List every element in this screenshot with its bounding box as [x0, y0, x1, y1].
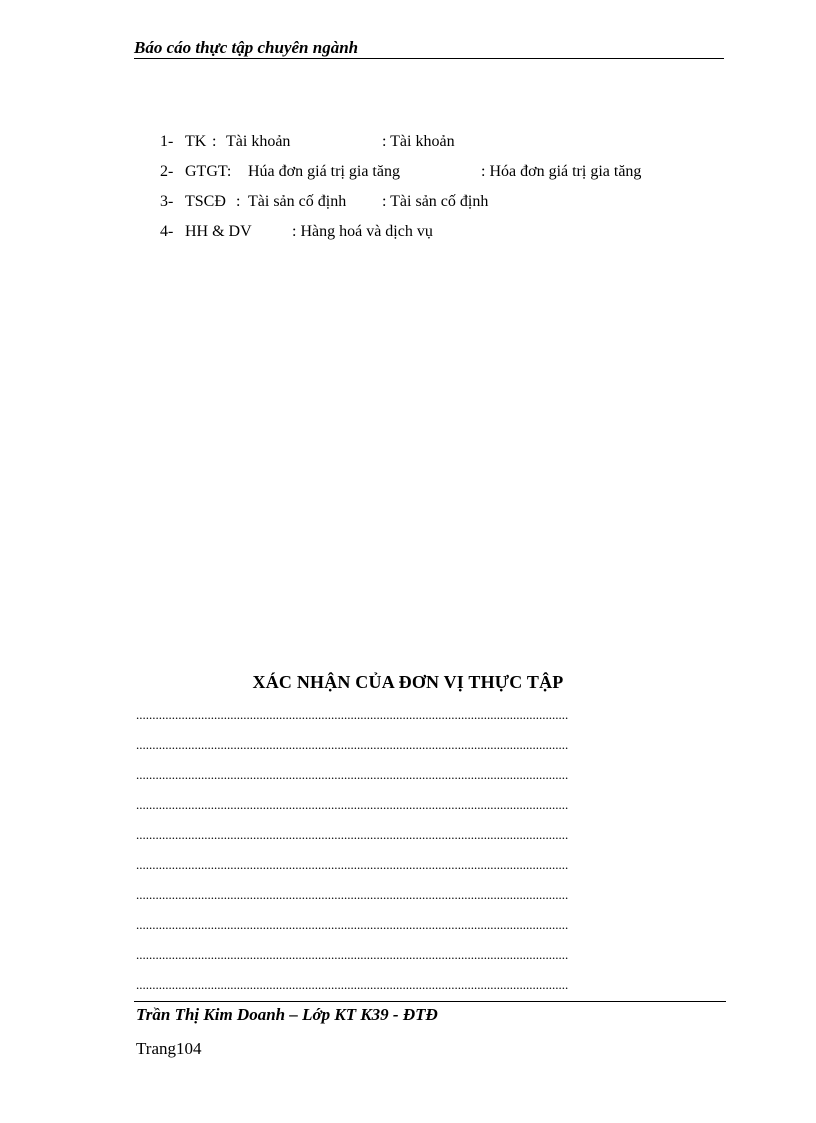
item-number: 4- [160, 223, 174, 240]
item-separator: : [212, 133, 217, 150]
item-meaning: : Tài sản cố định [382, 193, 489, 210]
dotted-line: ..................................................................................................................................... [136, 947, 569, 962]
item-term: TK [185, 133, 207, 150]
footer-divider [134, 1001, 726, 1002]
dotted-line: ..................................................................................................................................... [136, 827, 569, 842]
item-number: 3- [160, 193, 174, 210]
header-title: Báo cáo thực tập chuyên ngành [134, 38, 359, 57]
page-number: Trang104 [136, 1039, 202, 1058]
item-definition: Tài khoản [226, 133, 291, 150]
item-meaning: : Hóa đơn giá trị gia tăng [481, 163, 642, 180]
item-term: GTGT: [185, 163, 232, 180]
item-separator: : [236, 193, 241, 210]
page-header [134, 38, 724, 59]
dotted-line: ..................................................................................................................................... [136, 797, 569, 812]
dotted-line: ..................................................................................................................................... [136, 917, 569, 932]
confirmation-lines [136, 703, 708, 1003]
item-meaning: : Hàng hoá và dịch vụ [292, 223, 433, 240]
dotted-line: ..................................................................................................................................... [136, 887, 569, 902]
item-term: TSCĐ [185, 193, 226, 210]
dotted-line: ..................................................................................................................................... [136, 857, 569, 872]
confirmation-title: XÁC NHẬN CỦA ĐƠN VỊ THỰC TẬP [252, 672, 564, 692]
dotted-line: ..................................................................................................................................... [136, 767, 569, 782]
dotted-line: ..................................................................................................................................... [136, 977, 569, 992]
item-definition: Húa đơn giá trị gia tăng [248, 163, 400, 180]
item-number: 1- [160, 133, 174, 150]
item-term: HH & DV [185, 223, 252, 240]
footer-author: Trần Thị Kim Doanh – Lớp KT K39 - ĐTĐ [136, 1005, 438, 1024]
dotted-line: ..................................................................................................................................... [136, 707, 569, 722]
dotted-line: ..................................................................................................................................... [136, 737, 569, 752]
item-meaning: : Tài khoản [382, 133, 455, 150]
item-number: 2- [160, 163, 174, 180]
item-definition: Tài sản cố định [248, 193, 347, 210]
